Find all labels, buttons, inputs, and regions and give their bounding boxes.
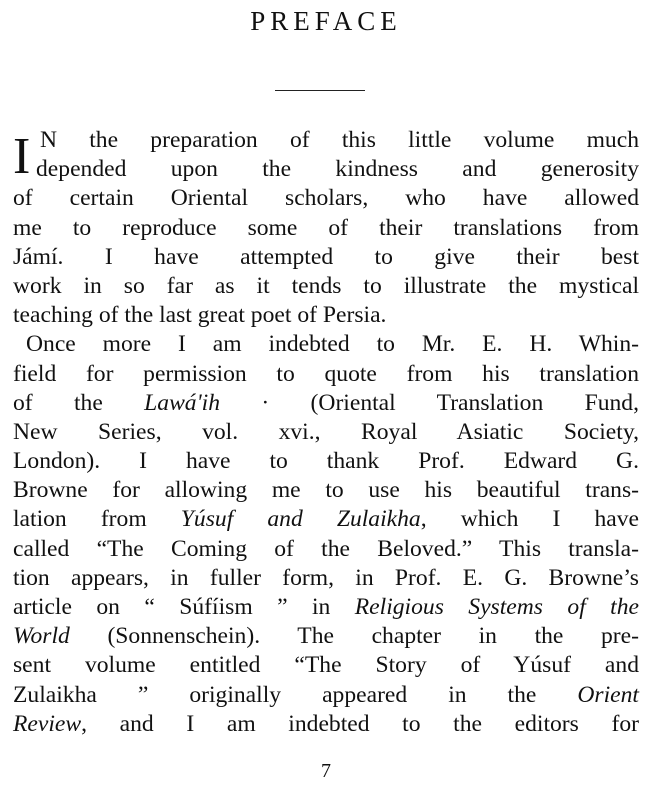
drop-cap: I: [13, 128, 31, 185]
italic-title: Orient: [577, 681, 639, 708]
text-line: called “The Coming of the Beloved.” This transla-: [13, 535, 639, 562]
text-line: field for permission to quote from his translation: [13, 360, 639, 387]
text-line: New Series, vol. xvi., Royal Asiatic Society,: [13, 418, 639, 445]
text-line: World (Sonnenschein). The chapter in the pre-: [13, 623, 639, 650]
italic-title: Religious Systems of the: [354, 594, 639, 620]
paragraph-1: [13, 126, 639, 330]
title-rule: [275, 90, 365, 91]
text-line: teaching of the last great poet of Persia.: [13, 302, 387, 329]
text-line: Jámí. I have attempted to give their best: [13, 243, 639, 270]
page-number: 7: [321, 760, 331, 782]
italic-title: World: [13, 623, 70, 650]
text-line: Browne for allowing me to use his beautiful trans-: [13, 477, 639, 504]
text-line: London). I have to thank Prof. Edward G.: [13, 448, 639, 475]
text-line: me to reproduce some of their translations from: [13, 214, 639, 241]
text-line: work in so far as it tends to illustrate the mystical: [13, 272, 639, 299]
text-line: Once more I am indebted to Mr. E. H. Whin-: [26, 331, 639, 358]
italic-title: Lawá'ih: [144, 389, 221, 416]
body-text: [13, 126, 639, 739]
text-line: depended upon the kindness and generosity: [36, 156, 639, 183]
text-line: Review, and I am indebted to the editors for: [13, 710, 639, 737]
text-line: of the Lawá'ih · (Oriental Translation Fund,: [13, 389, 639, 416]
text-line: Zulaikha ” originally appeared in the Orient: [13, 681, 639, 708]
line-text: N the preparation of this little volume much: [40, 127, 639, 153]
italic-title: Yúsuf and Zulaikha: [180, 506, 421, 533]
paragraph-2: [13, 330, 639, 739]
text-line: article on “ Súfíism ” in Religious Systems of the: [13, 594, 639, 620]
text-line: lation from Yúsuf and Zulaikha, which I have: [13, 506, 639, 533]
text-line: of certain Oriental scholars, who have allowed: [13, 185, 639, 212]
page-title: PREFACE: [250, 6, 402, 36]
text-line: sent volume entitled “The Story of Yúsuf and: [13, 652, 639, 679]
italic-title: Review: [13, 710, 82, 737]
text-line: tion appears, in fuller form, in Prof. E. G. Browne’s: [13, 564, 639, 591]
